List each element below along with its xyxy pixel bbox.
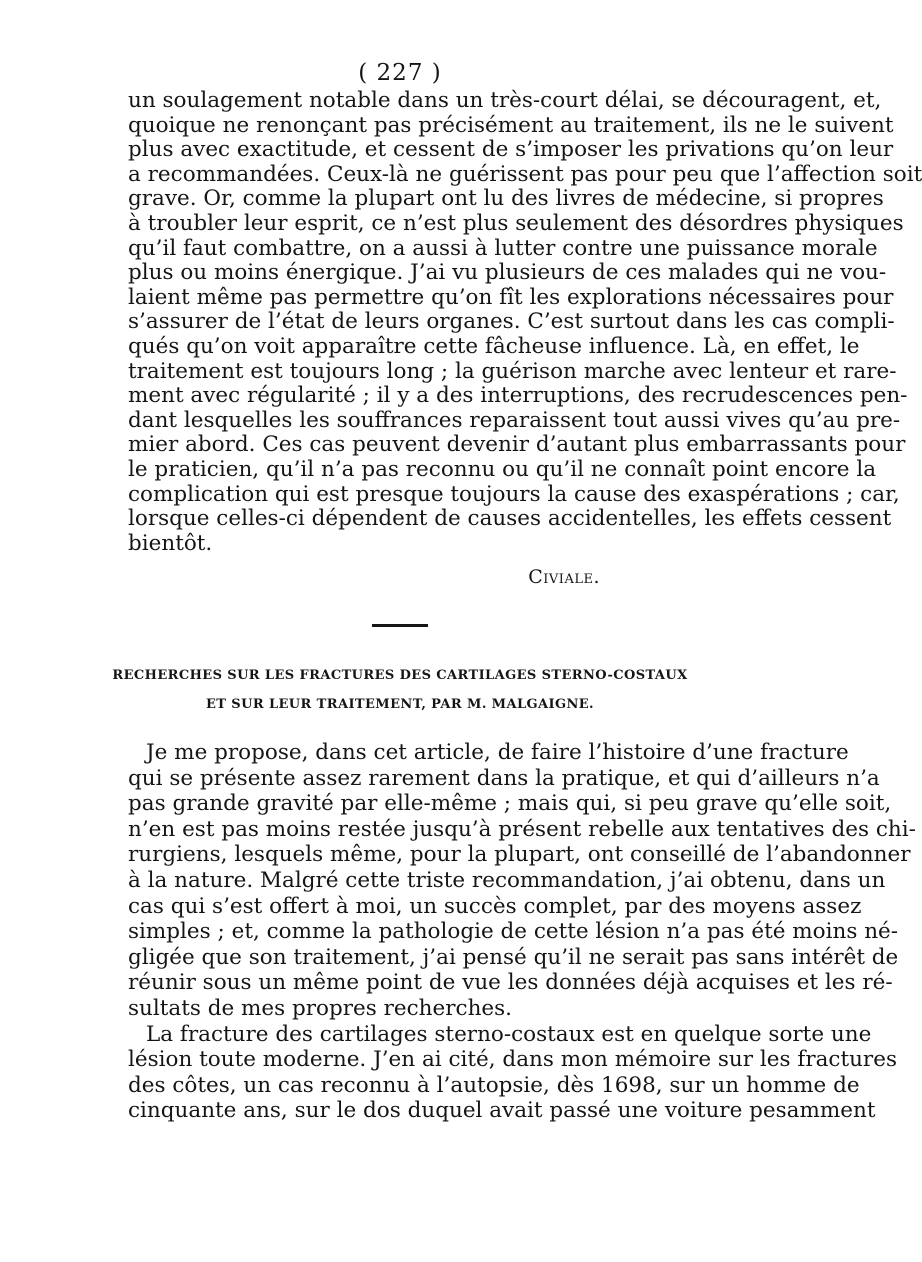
text-line: rurgiens, lesquels même, pour la plupart, ont conseillé de l’abandonner [128, 842, 911, 868]
text-line: le praticien, qu’il n’a pas reconnu ou qu’il ne connaît point encore la [128, 457, 877, 482]
text-line: pas grande gravité par elle-même ; mais qui, si peu grave qu’elle soit, [128, 791, 892, 817]
text-line: quoique ne renonçant pas précisément au traitement, ils ne le suivent [128, 112, 894, 138]
text-line: réunir sous un même point de vue les données déjà acquises et les ré- [128, 970, 893, 996]
text-line: grave. Or, comme la plupart ont lu des livres de médecine, si propres [128, 186, 884, 212]
article-title-line-1: RECHERCHES SUR LES FRACTURES DES CARTILAGES STERNO-COSTAUX [112, 668, 688, 683]
text-line: ment avec régularité ; il y a des interruptions, des recrudescences pen- [128, 383, 908, 409]
text-line: gligée que son traitement, j’ai pensé qu’il ne serait pas sans intérêt de [128, 944, 899, 970]
text-line: n’en est pas moins restée jusqu’à présent rebelle aux tentatives des chi- [128, 816, 916, 842]
text-line: mier abord. Ces cas peuvent devenir d’autant plus embarrassants pour [128, 432, 906, 458]
text-line: Je me propose, dans cet article, de faire l’histoire d’une fracture [146, 740, 849, 765]
text-line: à troubler leur esprit, ce n’est plus seulement des désordres physiques [128, 211, 904, 236]
text-line: plus ou moins énergique. J’ai vu plusieurs de ces malades qui ne vou- [128, 260, 887, 286]
text-line: simples ; et, comme la pathologie de cette lésion n’a pas été moins né- [128, 919, 899, 945]
text-line: des côtes, un cas reconnu à l’autopsie, dès 1698, sur un homme de [128, 1072, 860, 1098]
text-line: qu’il faut combattre, on a aussi à lutter contre une puissance morale [128, 235, 878, 261]
text-line: un soulagement notable dans un très-court délai, se découragent, et, [128, 88, 882, 113]
text-line: bientôt. [128, 530, 213, 556]
text-line: dant lesquelles les souffrances reparaissent tout aussi vives qu’au pre- [128, 407, 901, 433]
text-line: qués qu’on voit apparaître cette fâcheuse influence. Là, en effet, le [128, 334, 860, 359]
text-line: s’assurer de l’état de leurs organes. C’est surtout dans les cas compli- [128, 309, 895, 335]
text-line: laient même pas permettre qu’on fît les explorations nécessaires pour [128, 284, 894, 310]
text-line: lésion toute moderne. J’en ai cité, dans mon mémoire sur les fractures [128, 1047, 897, 1073]
text-line: complication qui est presque toujours la cause des exaspérations ; car, [128, 481, 900, 507]
text-line: sultats de mes propres recherches. [128, 996, 513, 1021]
page-number: ( 227 ) [358, 60, 442, 86]
text-line: a recommandées. Ceux-là ne guérissent pas pour peu que l’affection soit [128, 161, 922, 187]
text-line: traitement est toujours long ; la guérison marche avec lenteur et rare- [128, 358, 897, 384]
author-signature: Civiale. [528, 566, 600, 588]
text-line: qui se présente assez rarement dans la pratique, et qui d’ailleurs n’a [128, 765, 880, 791]
text-line: La fracture des cartilages sterno-costaux est en quelque sorte une [146, 1021, 872, 1047]
text-line: cinquante ans, sur le dos duquel avait passé une voiture pesamment [128, 1098, 876, 1124]
text-line: lorsque celles-ci dépendent de causes accidentelles, les effets cessent [128, 506, 892, 532]
text-line: plus avec exactitude, et cessent de s’imposer les privations qu’on leur [128, 137, 894, 163]
text-line: à la nature. Malgré cette triste recommandation, j’ai obtenu, dans un [128, 868, 886, 893]
text-line: cas qui s’est offert à moi, un succès complet, par des moyens assez [128, 893, 862, 919]
article-title-line-2: ET SUR LEUR TRAITEMENT, PAR M. MALGAIGNE. [206, 697, 594, 712]
section-divider [372, 624, 428, 627]
